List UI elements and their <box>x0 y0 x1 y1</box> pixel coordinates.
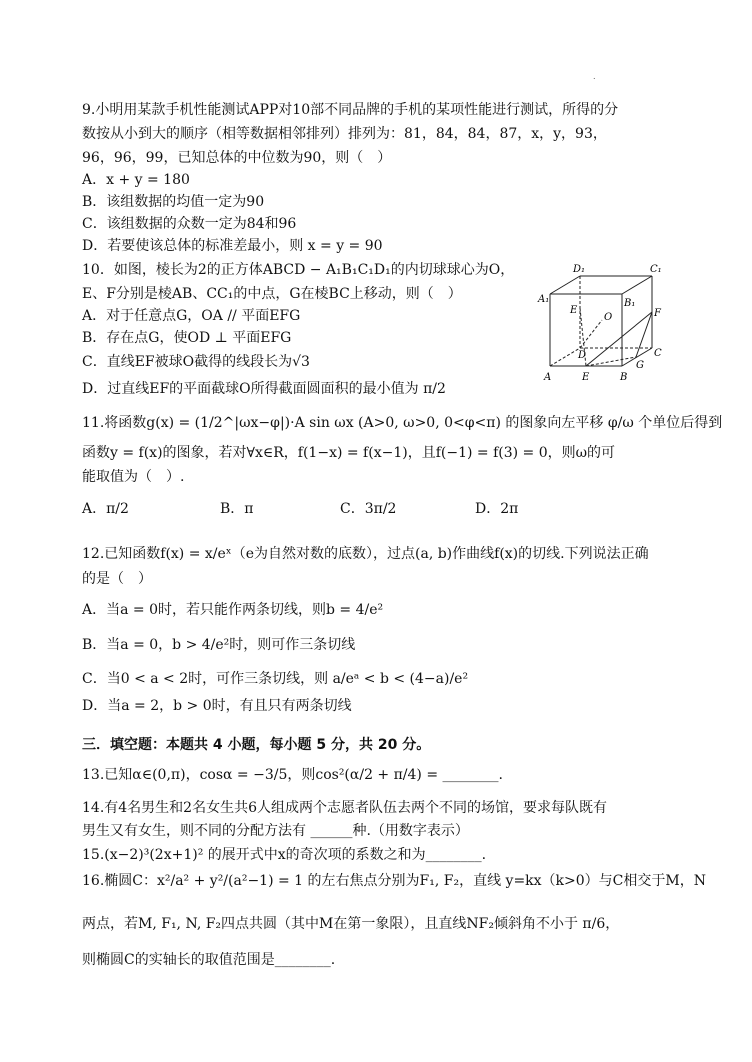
label-O: O <box>604 312 613 323</box>
q10-line-1: 10．如图，棱长为2的正方体ABCD − A₁B₁C₁D₁的内切球球心为O， <box>82 262 515 278</box>
q10-option-a: A．对于任意点G，OA // 平面EFG <box>82 308 301 324</box>
q9-line-2: 数按从小到大的顺序（相等数据相邻排列）排列为：81，84，84，87，x，y，93， <box>82 126 607 142</box>
label-D1: D₁ <box>573 264 586 275</box>
q10-option-d: D．过直线EF的平面截球O所得截面圆面积的最小值为 π/2 <box>82 381 446 397</box>
label-F: F <box>654 308 661 319</box>
q12-line-2: 的是（ ） <box>82 571 152 587</box>
q13-line: 13.已知α∈(0,π)，cosα = −3/5，则cos²(α/2 + π/4) = ________. <box>82 767 503 783</box>
header-mark: . <box>593 72 596 81</box>
q9-option-b: B．该组数据的均值一定为90 <box>82 194 265 210</box>
q15-line: 15.(x−2)³(2x+1)² 的展开式中x的奇次项的系数之和为________. <box>82 847 487 863</box>
label-C1: C₁ <box>650 264 662 275</box>
q11-option-d: D．2π <box>475 501 519 517</box>
q12-line-1: 12.已知函数f(x) = x/eˣ（e为自然对数的底数），过点(a, b)作曲线f(x)的切线.下列说法正确 <box>82 546 649 562</box>
q11-line-2: 函数y = f(x)的图象，若对∀x∈R，f(1−x) = f(x−1)，且f(−1) = f(3) = 0，则ω的可 <box>82 445 616 461</box>
q11-option-b: B．π <box>220 501 254 517</box>
q16-line-1: 16.椭圆C：x²/a² + y²/(a²−1) = 1 的左右焦点分别为F₁, F₂，直线 y=kx（k>0）与C相交于M，N <box>82 873 706 889</box>
q12-option-c: C．当0 < a < 2时，可作三条切线，则 a/eᵃ < b < (4−a)/e² <box>82 671 469 687</box>
cube-figure <box>530 258 670 386</box>
q11-line-1: 11.将函数g(x) = (1/2^|ωx−φ|)·A sin ωx (A>0, ω>0, 0<φ<π) 的图象向左平移 φ/ω 个单位后得到 <box>82 415 723 431</box>
q9-option-c: C．该组数据的众数一定为84和96 <box>82 216 297 232</box>
q9-option-a: A．x + y = 180 <box>82 172 190 188</box>
q12-option-d: D．当a = 2，b > 0时，有且只有两条切线 <box>82 698 352 714</box>
label-E1: E <box>570 305 578 316</box>
label-E: E <box>582 372 590 383</box>
label-G: G <box>636 360 644 371</box>
q9-option-d: D．若要使该总体的标准差最小，则 x = y = 90 <box>82 238 383 254</box>
label-C: C <box>654 348 662 359</box>
label-B: B <box>620 372 628 383</box>
q16-line-3: 则椭圆C的实轴长的取值范围是________. <box>82 952 336 968</box>
q12-option-a: A．当a = 0时，若只能作两条切线，则b = 4/e² <box>82 602 384 618</box>
q10-option-b: B．存在点G，使OD ⊥ 平面EFG <box>82 330 292 346</box>
q16-line-2: 两点，若M, F₁, N, F₂四点共圆（其中M在第一象限），且直线NF₂倾斜角不小于 π/6， <box>82 916 620 932</box>
q9-line-1: 9.小明用某款手机性能测试APP对10部不同品牌的手机的某项性能进行测试，所得的分 <box>82 102 619 118</box>
q12-option-b: B．当a = 0，b > 4/e²时，则可作三条切线 <box>82 637 356 653</box>
q9-line-3: 96，96，99，已知总体的中位数为90，则（ ） <box>82 150 392 166</box>
q14-line-2: 男生又有女生，则不同的分配方法有 ______种.（用数字表示） <box>82 823 469 839</box>
label-A1: A₁ <box>538 294 550 305</box>
q11-option-a: A．π/2 <box>82 501 129 517</box>
q11-option-c: C．3π/2 <box>340 501 397 517</box>
q14-line-1: 14.有4名男生和2名女生共6人组成两个志愿者队伍去两个不同的场馆，要求每队既有 <box>82 800 607 816</box>
label-B1: B₁ <box>624 298 636 309</box>
q10-line-2: E、F分别是棱AB、CC₁的中点，G在棱BC上移动，则（ ） <box>82 286 462 302</box>
label-D: D <box>578 350 587 361</box>
section-3-heading: 三．填空题：本题共 4 小题，每小题 5 分，共 20 分。 <box>82 737 431 753</box>
label-A: A <box>544 372 552 383</box>
q10-option-c: C．直线EF被球O截得的线段长为√3 <box>82 354 310 370</box>
q11-line-3: 能取值为（ ）. <box>82 469 185 485</box>
